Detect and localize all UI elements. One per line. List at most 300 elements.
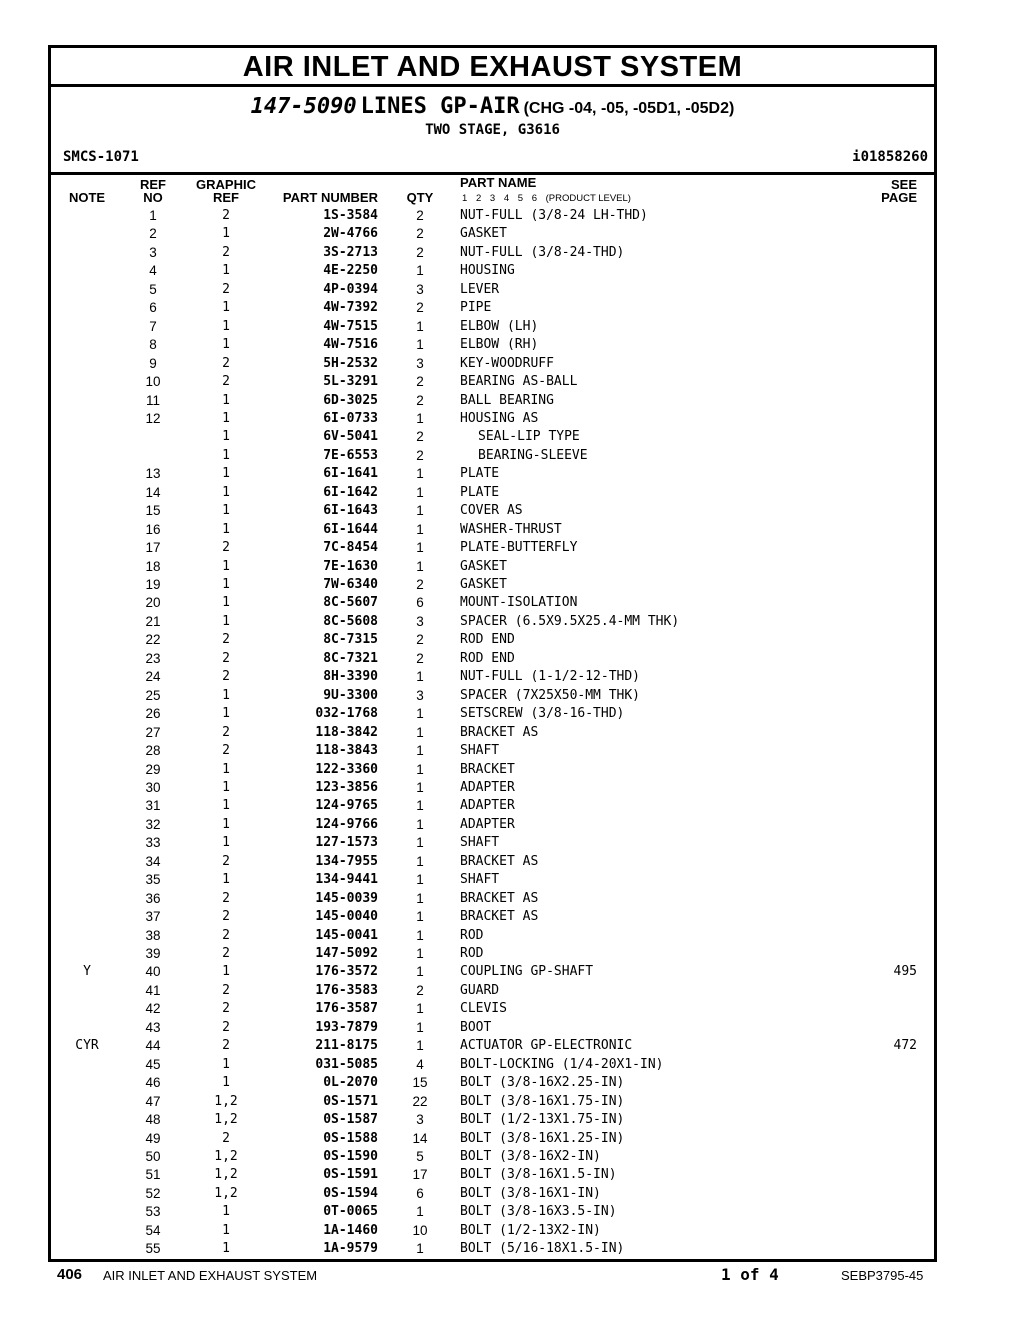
group-part-name: LINES GP-AIR xyxy=(360,94,520,119)
row-quantity: 1 xyxy=(416,466,424,482)
row-graphic-ref: 1 xyxy=(222,447,230,463)
row-quantity: 1 xyxy=(416,890,424,906)
row-part-number: 8C-7321 xyxy=(323,650,378,666)
row-quantity: 1 xyxy=(416,540,424,556)
row-ref-number: 16 xyxy=(145,521,161,537)
row-ref-number: 14 xyxy=(145,484,161,500)
footer-page-of: 1 of 4 xyxy=(721,1265,779,1284)
row-graphic-ref: 1 xyxy=(222,613,230,629)
row-quantity: 2 xyxy=(416,374,424,390)
product-level-3: 3 xyxy=(489,193,496,204)
column-graphic-bottom: REF xyxy=(213,190,239,205)
row-part-name: ADAPTER xyxy=(460,816,515,832)
row-part-name: PLATE xyxy=(460,466,500,482)
row-ref-number: 43 xyxy=(145,1019,161,1035)
table-row xyxy=(51,982,934,1000)
row-part-number: 5H-2532 xyxy=(323,355,378,371)
row-graphic-ref: 1 xyxy=(222,410,230,426)
row-part-number: 124-9766 xyxy=(315,816,378,832)
row-ref-number: 26 xyxy=(145,706,161,722)
table-row xyxy=(51,594,934,612)
row-quantity: 1 xyxy=(416,1038,424,1054)
row-graphic-ref: 2 xyxy=(222,853,230,869)
row-part-number: 4W-7392 xyxy=(323,300,378,316)
row-part-number: 032-1768 xyxy=(315,706,378,722)
row-ref-number: 45 xyxy=(145,1056,161,1072)
row-part-name: SHAFT xyxy=(460,835,500,851)
row-quantity: 3 xyxy=(416,1112,424,1128)
row-part-name: ROD END xyxy=(460,632,515,648)
row-note: CYR xyxy=(75,1038,99,1054)
column-graphic-top: GRAPHIC xyxy=(196,177,256,192)
row-part-name: BOLT-LOCKING (1/4-20X1-IN) xyxy=(460,1056,664,1072)
table-row xyxy=(51,502,934,520)
row-graphic-ref: 2 xyxy=(222,927,230,943)
row-ref-number: 34 xyxy=(145,853,161,869)
row-quantity: 1 xyxy=(416,263,424,279)
row-ref-number: 49 xyxy=(145,1130,161,1146)
row-graphic-ref: 1 xyxy=(222,1222,230,1238)
row-part-number: 4W-7516 xyxy=(323,337,378,353)
row-quantity: 1 xyxy=(416,1001,424,1017)
row-part-name: COUPLING GP-SHAFT xyxy=(460,964,594,980)
row-part-name: SPACER (7X25X50-MM THK) xyxy=(460,687,641,703)
table-row xyxy=(51,1056,934,1074)
group-subtitle: TWO STAGE, G3616 xyxy=(425,122,560,138)
row-part-name: BRACKET AS xyxy=(460,724,539,740)
row-ref-number: 6 xyxy=(149,300,157,316)
row-quantity: 2 xyxy=(416,650,424,666)
column-part-number: PART NUMBER xyxy=(282,190,378,205)
row-graphic-ref: 1 xyxy=(222,429,230,445)
row-ref-number: 32 xyxy=(145,816,161,832)
row-graphic-ref: 1 xyxy=(222,1056,230,1072)
row-graphic-ref: 1 xyxy=(222,1204,230,1220)
row-part-name: BOLT (3/8-16X1.75-IN) xyxy=(460,1093,625,1109)
row-quantity: 3 xyxy=(416,687,424,703)
row-quantity: 2 xyxy=(416,429,424,445)
row-ref-number: 27 xyxy=(145,724,161,740)
row-quantity: 1 xyxy=(416,724,424,740)
table-row xyxy=(51,299,934,317)
row-graphic-ref: 1 xyxy=(222,300,230,316)
row-quantity: 1 xyxy=(416,964,424,980)
row-graphic-ref: 1 xyxy=(222,466,230,482)
row-ref-number: 50 xyxy=(145,1148,161,1164)
row-graphic-ref: 2 xyxy=(222,374,230,390)
table-row xyxy=(51,927,934,945)
row-part-number: 6I-1643 xyxy=(323,503,378,519)
row-ref-number: 10 xyxy=(145,374,161,390)
row-quantity: 15 xyxy=(412,1075,428,1091)
row-part-number: 0S-1594 xyxy=(323,1185,378,1201)
row-part-number: 5L-3291 xyxy=(323,374,378,390)
row-ref-number: 2 xyxy=(149,226,157,242)
row-graphic-ref: 2 xyxy=(222,724,230,740)
table-row xyxy=(51,484,934,502)
row-quantity: 1 xyxy=(416,798,424,814)
row-ref-number: 54 xyxy=(145,1222,161,1238)
row-ref-number: 28 xyxy=(145,743,161,759)
row-part-name: BOLT (3/8-16X3.5-IN) xyxy=(460,1204,617,1220)
product-level-1: 1 xyxy=(462,193,468,204)
row-ref-number: 22 xyxy=(145,632,161,648)
row-part-name: ROD END xyxy=(460,650,515,666)
table-row xyxy=(51,1093,934,1111)
row-part-name: COVER AS xyxy=(460,503,523,519)
parts-list-frame xyxy=(48,45,937,1262)
row-quantity: 1 xyxy=(416,761,424,777)
row-part-number: 193-7879 xyxy=(315,1019,378,1035)
row-part-number: 176-3572 xyxy=(315,964,378,980)
row-graphic-ref: 1 xyxy=(222,964,230,980)
row-quantity: 1 xyxy=(416,1204,424,1220)
row-ref-number: 55 xyxy=(145,1241,161,1257)
table-row xyxy=(51,705,934,723)
row-part-name: BOLT (3/8-16X2-IN) xyxy=(460,1148,601,1164)
row-quantity: 2 xyxy=(416,632,424,648)
row-part-name: ROD xyxy=(460,927,484,943)
row-ref-number: 44 xyxy=(145,1038,161,1054)
row-part-name: LEVER xyxy=(460,281,500,297)
row-graphic-ref: 2 xyxy=(222,1130,230,1146)
row-part-number: 4E-2250 xyxy=(323,263,378,279)
row-part-name: ROD xyxy=(460,946,484,961)
row-ref-number: 20 xyxy=(145,595,161,611)
row-ref-number: 1 xyxy=(149,208,157,223)
row-part-name: ELBOW (RH) xyxy=(460,337,539,353)
row-graphic-ref: 1 xyxy=(222,318,230,334)
table-row xyxy=(51,779,934,797)
table-row xyxy=(51,428,934,446)
row-quantity: 1 xyxy=(416,872,424,888)
row-part-name: PLATE-BUTTERFLY xyxy=(460,540,578,556)
row-ref-number: 8 xyxy=(149,337,157,353)
row-quantity: 1 xyxy=(416,853,424,869)
row-ref-number: 4 xyxy=(149,263,157,279)
row-ref-number: 31 xyxy=(145,798,161,814)
row-quantity: 1 xyxy=(416,816,424,832)
row-part-name: BALL BEARING xyxy=(460,392,554,408)
row-part-name: HOUSING xyxy=(460,263,515,279)
row-part-number: 0T-0065 xyxy=(323,1204,378,1220)
row-part-number: 0S-1591 xyxy=(323,1167,378,1183)
table-row xyxy=(51,871,934,889)
row-graphic-ref: 1,2 xyxy=(214,1185,238,1201)
table-row xyxy=(51,834,934,852)
table-row xyxy=(51,797,934,815)
row-part-number: 122-3360 xyxy=(315,761,378,777)
product-level-2: 2 xyxy=(475,193,482,204)
table-row xyxy=(51,355,934,373)
row-ref-number: 15 xyxy=(145,503,161,519)
table-row xyxy=(51,318,934,336)
row-part-number: 134-7955 xyxy=(315,853,378,869)
row-ref-number: 12 xyxy=(145,410,161,426)
column-ref-bottom: NO xyxy=(143,190,163,205)
row-graphic-ref: 2 xyxy=(222,1019,230,1035)
row-part-name: NUT-FULL (1-1/2-12-THD) xyxy=(460,669,641,685)
row-quantity: 2 xyxy=(416,392,424,408)
row-graphic-ref: 1 xyxy=(222,521,230,537)
row-graphic-ref: 1,2 xyxy=(214,1148,238,1164)
row-part-number: 7E-6553 xyxy=(323,447,378,463)
row-graphic-ref: 2 xyxy=(222,208,230,223)
row-part-name: BOLT (3/8-16X1.25-IN) xyxy=(460,1130,625,1146)
row-ref-number: 38 xyxy=(145,927,161,943)
row-graphic-ref: 1 xyxy=(222,577,230,592)
row-quantity: 2 xyxy=(416,226,424,242)
row-part-name: ADAPTER xyxy=(460,798,515,814)
row-ref-number: 19 xyxy=(145,577,161,592)
row-ref-number: 35 xyxy=(145,872,161,888)
row-graphic-ref: 2 xyxy=(222,1038,230,1054)
row-part-number: 6D-3025 xyxy=(323,392,378,408)
row-ref-number: 46 xyxy=(145,1075,161,1091)
row-see-page: 495 xyxy=(893,964,917,980)
row-graphic-ref: 1 xyxy=(222,595,230,611)
row-quantity: 1 xyxy=(416,337,424,353)
row-part-name: GASKET xyxy=(460,558,507,574)
table-row xyxy=(51,1111,934,1129)
row-ref-number: 13 xyxy=(145,466,161,482)
row-note: Y xyxy=(83,964,91,980)
table-row xyxy=(51,281,934,299)
table-row xyxy=(51,724,934,742)
row-part-name: SPACER (6.5X9.5X25.4-MM THK) xyxy=(460,613,680,629)
row-graphic-ref: 1 xyxy=(222,503,230,519)
table-row xyxy=(51,963,934,981)
row-quantity: 1 xyxy=(416,1019,424,1035)
row-part-number: 8C-5607 xyxy=(323,595,378,611)
row-part-name: BOLT (3/8-16X2.25-IN) xyxy=(460,1075,625,1091)
row-part-number: 118-3842 xyxy=(315,724,378,740)
table-row xyxy=(51,1148,934,1166)
row-part-number: 6I-0733 xyxy=(323,410,378,426)
row-part-name: BEARING-SLEEVE xyxy=(478,447,588,463)
row-part-name: BOLT (3/8-16X1.5-IN) xyxy=(460,1167,617,1183)
row-ref-number: 17 xyxy=(145,540,161,556)
row-quantity: 2 xyxy=(416,577,424,592)
table-row xyxy=(51,447,934,465)
row-part-number: 6I-1644 xyxy=(323,521,378,537)
table-row xyxy=(51,908,934,926)
table-row xyxy=(51,742,934,760)
row-graphic-ref: 2 xyxy=(222,946,230,961)
row-ref-number: 53 xyxy=(145,1204,161,1220)
row-quantity: 3 xyxy=(416,281,424,297)
row-ref-number: 23 xyxy=(145,650,161,666)
row-part-number: 4P-0394 xyxy=(323,281,378,297)
row-ref-number: 5 xyxy=(149,281,157,297)
row-part-name: BOLT (1/2-13X2-IN) xyxy=(460,1222,601,1238)
table-row xyxy=(51,613,934,631)
row-quantity: 2 xyxy=(416,447,424,463)
row-part-number: 8H-3390 xyxy=(323,669,378,685)
row-ref-number: 51 xyxy=(145,1167,161,1183)
row-quantity: 22 xyxy=(412,1093,428,1109)
row-part-name: GUARD xyxy=(460,982,500,998)
row-part-name: SETSCREW (3/8-16-THD) xyxy=(460,706,625,722)
row-ref-number: 18 xyxy=(145,558,161,574)
table-row xyxy=(51,225,934,243)
row-part-number: 1S-3584 xyxy=(323,208,378,223)
row-part-name: SHAFT xyxy=(460,872,500,888)
row-part-number: 147-5092 xyxy=(315,946,378,961)
row-quantity: 1 xyxy=(416,1241,424,1257)
column-see-top: SEE xyxy=(890,177,917,192)
smcs-code: SMCS-1071 xyxy=(63,149,139,165)
row-part-name: SHAFT xyxy=(460,743,500,759)
row-quantity: 2 xyxy=(416,300,424,316)
row-quantity: 1 xyxy=(416,835,424,851)
table-row xyxy=(51,392,934,410)
row-graphic-ref: 2 xyxy=(222,632,230,648)
row-part-number: 8C-7315 xyxy=(323,632,378,648)
table-row xyxy=(51,336,934,354)
table-row xyxy=(51,853,934,871)
product-level-4: 4 xyxy=(503,193,510,204)
row-part-number: 6I-1642 xyxy=(323,484,378,500)
row-part-number: 2W-4766 xyxy=(323,226,378,242)
row-graphic-ref: 1 xyxy=(222,835,230,851)
product-level-legend xyxy=(462,193,631,204)
row-graphic-ref: 1 xyxy=(222,558,230,574)
row-part-number: 6I-1641 xyxy=(323,466,378,482)
row-part-number: 1A-9579 xyxy=(323,1241,378,1257)
row-part-name: MOUNT-ISOLATION xyxy=(460,595,578,611)
row-part-number: 4W-7515 xyxy=(323,318,378,334)
row-part-name: PIPE xyxy=(460,300,492,316)
row-graphic-ref: 1 xyxy=(222,1241,230,1257)
table-row xyxy=(51,816,934,834)
footer-page-number: 406 xyxy=(57,1266,83,1283)
row-ref-number: 21 xyxy=(145,613,161,629)
row-quantity: 3 xyxy=(416,613,424,629)
footer-document-number: SEBP3795-45 xyxy=(841,1268,924,1283)
row-quantity: 6 xyxy=(416,595,424,611)
row-part-name: ACTUATOR GP-ELECTRONIC xyxy=(460,1038,633,1054)
table-row xyxy=(51,373,934,391)
row-graphic-ref: 2 xyxy=(222,669,230,685)
row-part-number: 9U-3300 xyxy=(323,687,378,703)
group-part-number: 147-5090 xyxy=(250,94,357,119)
row-quantity: 1 xyxy=(416,706,424,722)
table-row xyxy=(51,207,934,225)
row-part-number: 3S-2713 xyxy=(323,244,378,260)
row-ref-number: 24 xyxy=(145,669,161,685)
row-part-name: NUT-FULL (3/8-24 LH-THD) xyxy=(460,208,648,223)
table-row xyxy=(51,1222,934,1240)
group-heading xyxy=(51,94,934,119)
row-part-number: 0S-1590 xyxy=(323,1148,378,1164)
row-part-number: 176-3587 xyxy=(315,1001,378,1017)
row-ref-number: 40 xyxy=(145,964,161,980)
row-part-number: 211-8175 xyxy=(315,1038,378,1054)
row-quantity: 4 xyxy=(416,1056,424,1072)
table-row xyxy=(51,1037,934,1055)
table-row xyxy=(51,1240,934,1258)
row-graphic-ref: 2 xyxy=(222,1001,230,1017)
row-quantity: 1 xyxy=(416,743,424,759)
table-row xyxy=(51,1185,934,1203)
row-graphic-ref: 2 xyxy=(222,650,230,666)
row-part-number: 7W-6340 xyxy=(323,577,378,592)
row-ref-number: 33 xyxy=(145,835,161,851)
row-ref-number: 9 xyxy=(149,355,157,371)
row-quantity: 17 xyxy=(412,1167,428,1183)
row-ref-number: 37 xyxy=(145,909,161,925)
row-part-number: 176-3583 xyxy=(315,982,378,998)
row-quantity: 1 xyxy=(416,503,424,519)
row-part-name: GASKET xyxy=(460,577,507,592)
row-quantity: 1 xyxy=(416,779,424,795)
column-see-bottom: PAGE xyxy=(881,190,917,205)
row-ref-number: 36 xyxy=(145,890,161,906)
row-graphic-ref: 1 xyxy=(222,337,230,353)
table-row xyxy=(51,244,934,262)
title-divider xyxy=(51,84,934,87)
row-part-number: 0S-1587 xyxy=(323,1112,378,1128)
row-quantity: 2 xyxy=(416,982,424,998)
row-quantity: 1 xyxy=(416,927,424,943)
table-row xyxy=(51,668,934,686)
row-quantity: 3 xyxy=(416,355,424,371)
table-row xyxy=(51,558,934,576)
row-ref-number: 25 xyxy=(145,687,161,703)
row-part-name: CLEVIS xyxy=(460,1001,507,1017)
table-row xyxy=(51,576,934,594)
row-graphic-ref: 1 xyxy=(222,761,230,777)
table-row xyxy=(51,1019,934,1037)
row-ref-number: 41 xyxy=(145,982,161,998)
row-quantity: 5 xyxy=(416,1148,424,1164)
table-row xyxy=(51,650,934,668)
row-part-number: 7C-8454 xyxy=(323,540,378,556)
row-part-number: 0S-1588 xyxy=(323,1130,378,1146)
table-row xyxy=(51,1166,934,1184)
footer-section-title: AIR INLET AND EXHAUST SYSTEM xyxy=(103,1268,318,1283)
row-part-name: BOOT xyxy=(460,1019,492,1035)
row-part-name: BEARING AS-BALL xyxy=(460,374,578,390)
row-quantity: 1 xyxy=(416,946,424,961)
row-part-number: 145-0040 xyxy=(315,909,378,925)
table-row xyxy=(51,465,934,483)
product-level-6: 6 xyxy=(531,193,537,204)
row-ref-number: 39 xyxy=(145,946,161,961)
row-graphic-ref: 1 xyxy=(222,392,230,408)
row-part-name: GASKET xyxy=(460,226,507,242)
row-part-number: 8C-5608 xyxy=(323,613,378,629)
table-row xyxy=(51,1130,934,1148)
row-graphic-ref: 1 xyxy=(222,872,230,888)
row-graphic-ref: 2 xyxy=(222,982,230,998)
row-part-number: 127-1573 xyxy=(315,835,378,851)
row-part-number: 145-0041 xyxy=(315,927,378,943)
row-part-name: PLATE xyxy=(460,484,500,500)
row-graphic-ref: 2 xyxy=(222,540,230,556)
table-row xyxy=(51,945,934,963)
table-row xyxy=(51,1000,934,1018)
table-row xyxy=(51,521,934,539)
row-part-name: BOLT (5/16-18X1.5-IN) xyxy=(460,1241,625,1257)
row-part-number: 123-3856 xyxy=(315,779,378,795)
row-part-number: 118-3843 xyxy=(315,743,378,759)
row-quantity: 1 xyxy=(416,484,424,500)
row-quantity: 1 xyxy=(416,909,424,925)
row-quantity: 1 xyxy=(416,558,424,574)
row-graphic-ref: 1,2 xyxy=(214,1167,238,1183)
